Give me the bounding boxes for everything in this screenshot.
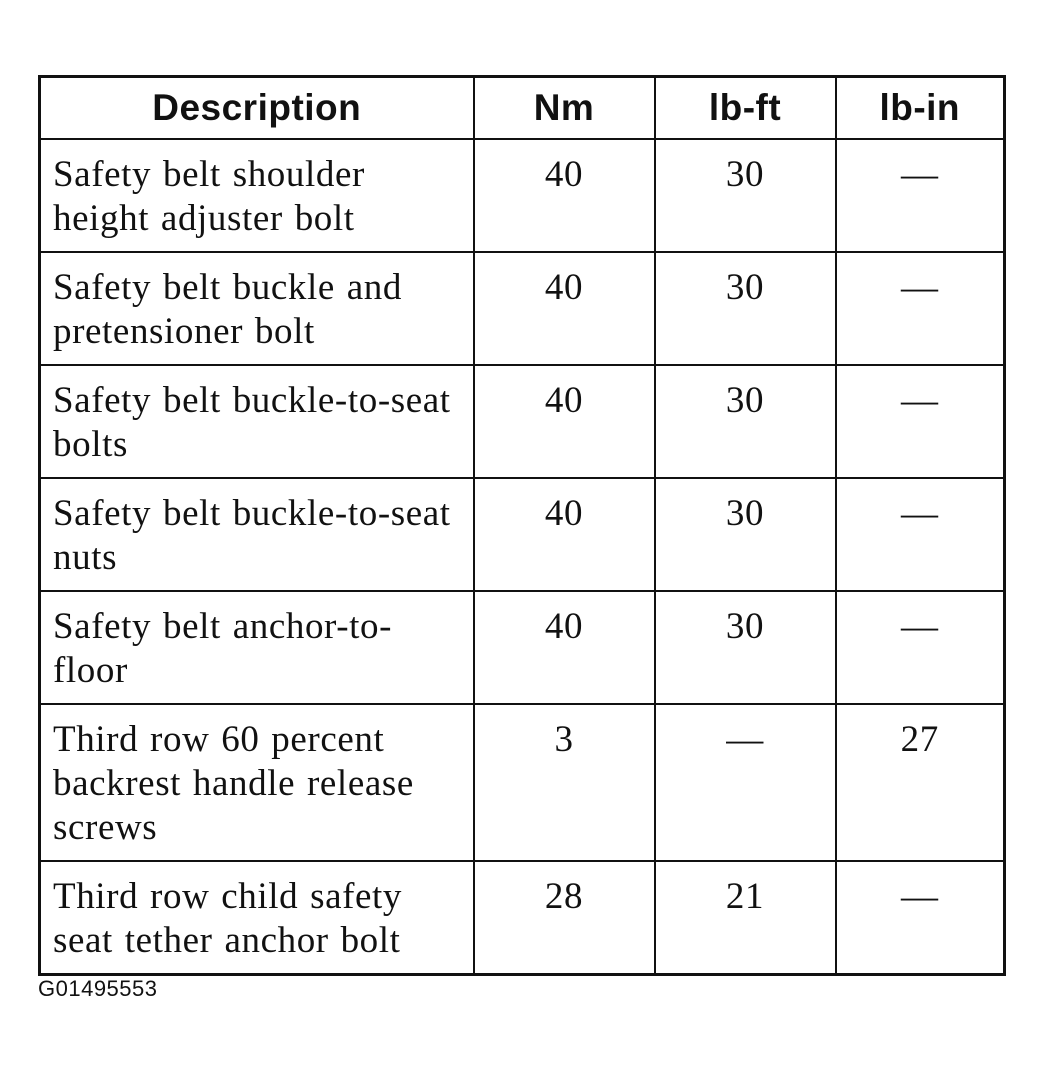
nm-cell: 40 <box>474 139 655 252</box>
description-cell: Safety belt buckle-to-seat bolts <box>40 365 474 478</box>
lb-ft-cell: — <box>655 704 836 861</box>
description-cell: Safety belt buckle-to-seat nuts <box>40 478 474 591</box>
lb-in-cell: — <box>836 365 1005 478</box>
torque-specification-table <box>38 75 1006 976</box>
description-cell: Third row child safety seat tether anchor bolt <box>40 861 474 975</box>
figure-id-label: G01495553 <box>38 976 158 1001</box>
lb-ft-cell: 21 <box>655 861 836 975</box>
nm-cell: 40 <box>474 591 655 704</box>
header-lb-ft: lb-ft <box>655 77 836 140</box>
lb-ft-cell: 30 <box>655 478 836 591</box>
description-cell: Safety belt buckle and pretensioner bolt <box>40 252 474 365</box>
description-cell: Third row 60 percent backrest handle release screws <box>40 704 474 861</box>
lb-ft-cell: 30 <box>655 365 836 478</box>
lb-in-cell: — <box>836 478 1005 591</box>
header-nm: Nm <box>474 77 655 140</box>
lb-ft-cell: 30 <box>655 252 836 365</box>
table-row <box>40 252 1005 365</box>
nm-cell: 3 <box>474 704 655 861</box>
table-row <box>40 704 1005 861</box>
nm-cell: 40 <box>474 252 655 365</box>
table-row <box>40 139 1005 252</box>
table-row <box>40 591 1005 704</box>
nm-cell: 40 <box>474 478 655 591</box>
lb-in-cell: — <box>836 591 1005 704</box>
lb-ft-cell: 30 <box>655 139 836 252</box>
table-row <box>40 478 1005 591</box>
header-row <box>40 77 1005 140</box>
lb-in-cell: — <box>836 861 1005 975</box>
header-description: Description <box>40 77 474 140</box>
nm-cell: 40 <box>474 365 655 478</box>
lb-in-cell: 27 <box>836 704 1005 861</box>
table-row <box>40 861 1005 975</box>
description-cell: Safety belt shoulder height adjuster bolt <box>40 139 474 252</box>
nm-cell: 28 <box>474 861 655 975</box>
description-cell: Safety belt anchor-to-floor <box>40 591 474 704</box>
lb-ft-cell: 30 <box>655 591 836 704</box>
header-lb-in: lb-in <box>836 77 1005 140</box>
lb-in-cell: — <box>836 139 1005 252</box>
lb-in-cell: — <box>836 252 1005 365</box>
table-row <box>40 365 1005 478</box>
